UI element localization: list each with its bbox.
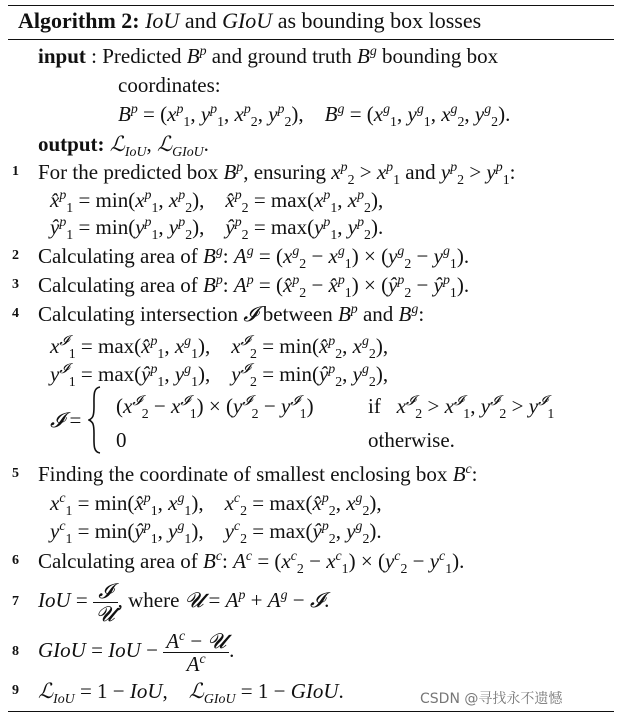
step-8: GIoU = IoU − $\frac{A^c - 𝓤}{A^c}$ . xyxy=(38,627,235,676)
case-if: if xyxy=(368,394,381,418)
step-4-case-2: 0 xyxy=(116,428,127,452)
step-2-text: Calculating area of xyxy=(38,244,198,268)
step-6-text: Calculating area of xyxy=(38,549,198,573)
step-4-eq-2: $y^𝓘_1$ = $\max(ŷ^p_1$, $y^g_1$), $y^𝓘_2$ = $\min(ŷ^p_2$, $y^g_2$), xyxy=(50,361,389,390)
step-4-case-1: $(x^𝓘_2 - x^𝓘_1) \times (y^𝓘_2 - y^𝓘_1)$ xyxy=(116,393,314,422)
input-line-2: coordinates: xyxy=(118,73,221,97)
step-6: Calculating area of $B^c$: $A^c = (x^c_2 - x^c_1) \times (y^c_2 - y^c_1)$. xyxy=(38,548,465,577)
step-number-5: 5 xyxy=(12,466,19,481)
header-rule xyxy=(8,39,614,40)
step-1-text: For the predicted box xyxy=(38,160,219,184)
step-5: Finding the coordinate of smallest enclosing box $B^c$: xyxy=(38,461,478,486)
step-5-eq-2: $y^c_1$ = $\min(ŷ^p_1$, $y^g_1$), $y^c_2$ = $\max(ŷ^p_2$, $y^g_2$). xyxy=(50,518,382,547)
step-number-6: 6 xyxy=(12,553,19,568)
step-4-text: Calculating intersection xyxy=(38,302,239,326)
step-2: Calculating area of $B^g$: $A^g = (x^g_2 - x^g_1) \times (y^g_2 - y^g_1)$. xyxy=(38,243,470,272)
step-1-ensuring: , ensuring xyxy=(243,160,327,184)
header-rest: as bounding box losses xyxy=(277,8,482,33)
step-1-eq-1: x̂$^p_1$ = $\min(x^p_1$, $x^p_2$), x̂$^p_2$ = $\max(x^p_1$, $x^p_2$), xyxy=(50,187,384,216)
step-number-4: 4 xyxy=(12,306,19,321)
watermark: CSDN @寻找永不遗憾 xyxy=(416,688,566,708)
bottom-rule xyxy=(8,711,614,712)
step-7-where: , where xyxy=(117,588,180,612)
step-number-3: 3 xyxy=(12,277,19,292)
step-1-eq-2: $ŷ^p_1 = \min(y^p_1$, $y^p_2$), $ŷ^p_2 = \max(y^p_1$, $y^p_2$). xyxy=(50,214,384,243)
step-number-7: 7 xyxy=(12,594,19,609)
step-5-text: Finding the coordinate of smallest enclosing box xyxy=(38,462,448,486)
top-rule xyxy=(8,5,614,6)
step-number-2: 2 xyxy=(12,248,19,263)
step-number-1: 1 xyxy=(12,164,19,179)
step-4-between: between xyxy=(262,302,333,326)
algorithm-header xyxy=(18,9,481,33)
step-3: Calculating area of $B^p$: $A^p$ = (x̂$^p_2$ − x̂$^p_1$) × ($ŷ^p_2$ − $ŷ^p_1$). xyxy=(38,272,470,301)
step-3-text: Calculating area of xyxy=(38,273,198,297)
iou-symbol: IoU xyxy=(145,8,180,33)
step-4-and: and xyxy=(362,302,394,326)
output-label: output: xyxy=(38,132,105,156)
input-coords: $B^p = (x^p_1$, $y^p_1$, $x^p_2$, $y^p_2$), $B^g = (x^g_1$, $y^g_1$, $x^g_2$, $y^g_2$). xyxy=(118,101,511,130)
input-text-c: bounding box xyxy=(382,44,499,68)
header-and: and xyxy=(184,8,217,33)
input-line: input : Predicted $B^p$ and ground truth $B^g$ bounding box xyxy=(38,43,499,68)
step-4: Calculating intersection 𝓘 between $B^p$ and $B^g$: xyxy=(38,301,425,326)
step-1-and: and xyxy=(405,160,436,184)
step-number-8: 8 xyxy=(12,644,19,659)
step-4-eq-1: $x^𝓘_1$ = max(x̂$^p_1$, $x^g_1$), $x^𝓘_2$ = min(x̂$^p_2$, $x^g_2$), xyxy=(50,333,389,362)
giou-symbol: GIoU xyxy=(222,8,273,33)
output-line: output: ℒ$_{IoU}$, ℒ$_{GIoU}$. xyxy=(38,132,209,160)
case-brace xyxy=(88,386,102,454)
step-7: IoU = $\frac{\text{𝓘}}{\text{𝓤}}$ , where 𝓤 = $A^p + A^g$ − 𝓘. xyxy=(38,578,330,626)
step-4-case-lhs: 𝓘 = xyxy=(50,408,82,432)
input-label: input xyxy=(38,44,86,68)
step-4-case-2-cond: otherwise. xyxy=(368,428,455,452)
step-4-case-1-cond: if $x^𝓘_2 > x^𝓘_1$, $y^𝓘_2 > y^𝓘_1$ xyxy=(368,393,555,422)
step-5-eq-1: $x^c_1$ = min(x̂$^p_1$, $x^g_1$), $x^c_2$ = max(x̂$^p_2$, $x^g_2$), xyxy=(50,490,382,519)
input-text-a: : Predicted xyxy=(91,44,182,68)
step-1: For the predicted box $B^p$, ensuring $x^p_2 > x^p_1$ and $y^p_2 > y^p_1$: xyxy=(38,159,516,188)
input-text-b: and ground truth xyxy=(211,44,352,68)
step-9: ℒ$_{IoU}$ = 1 − IoU, ℒ$_{GIoU}$ = 1 − GIoU. xyxy=(38,679,344,707)
step-number-9: 9 xyxy=(12,683,19,698)
algorithm-label: Algorithm 2: xyxy=(18,8,140,33)
